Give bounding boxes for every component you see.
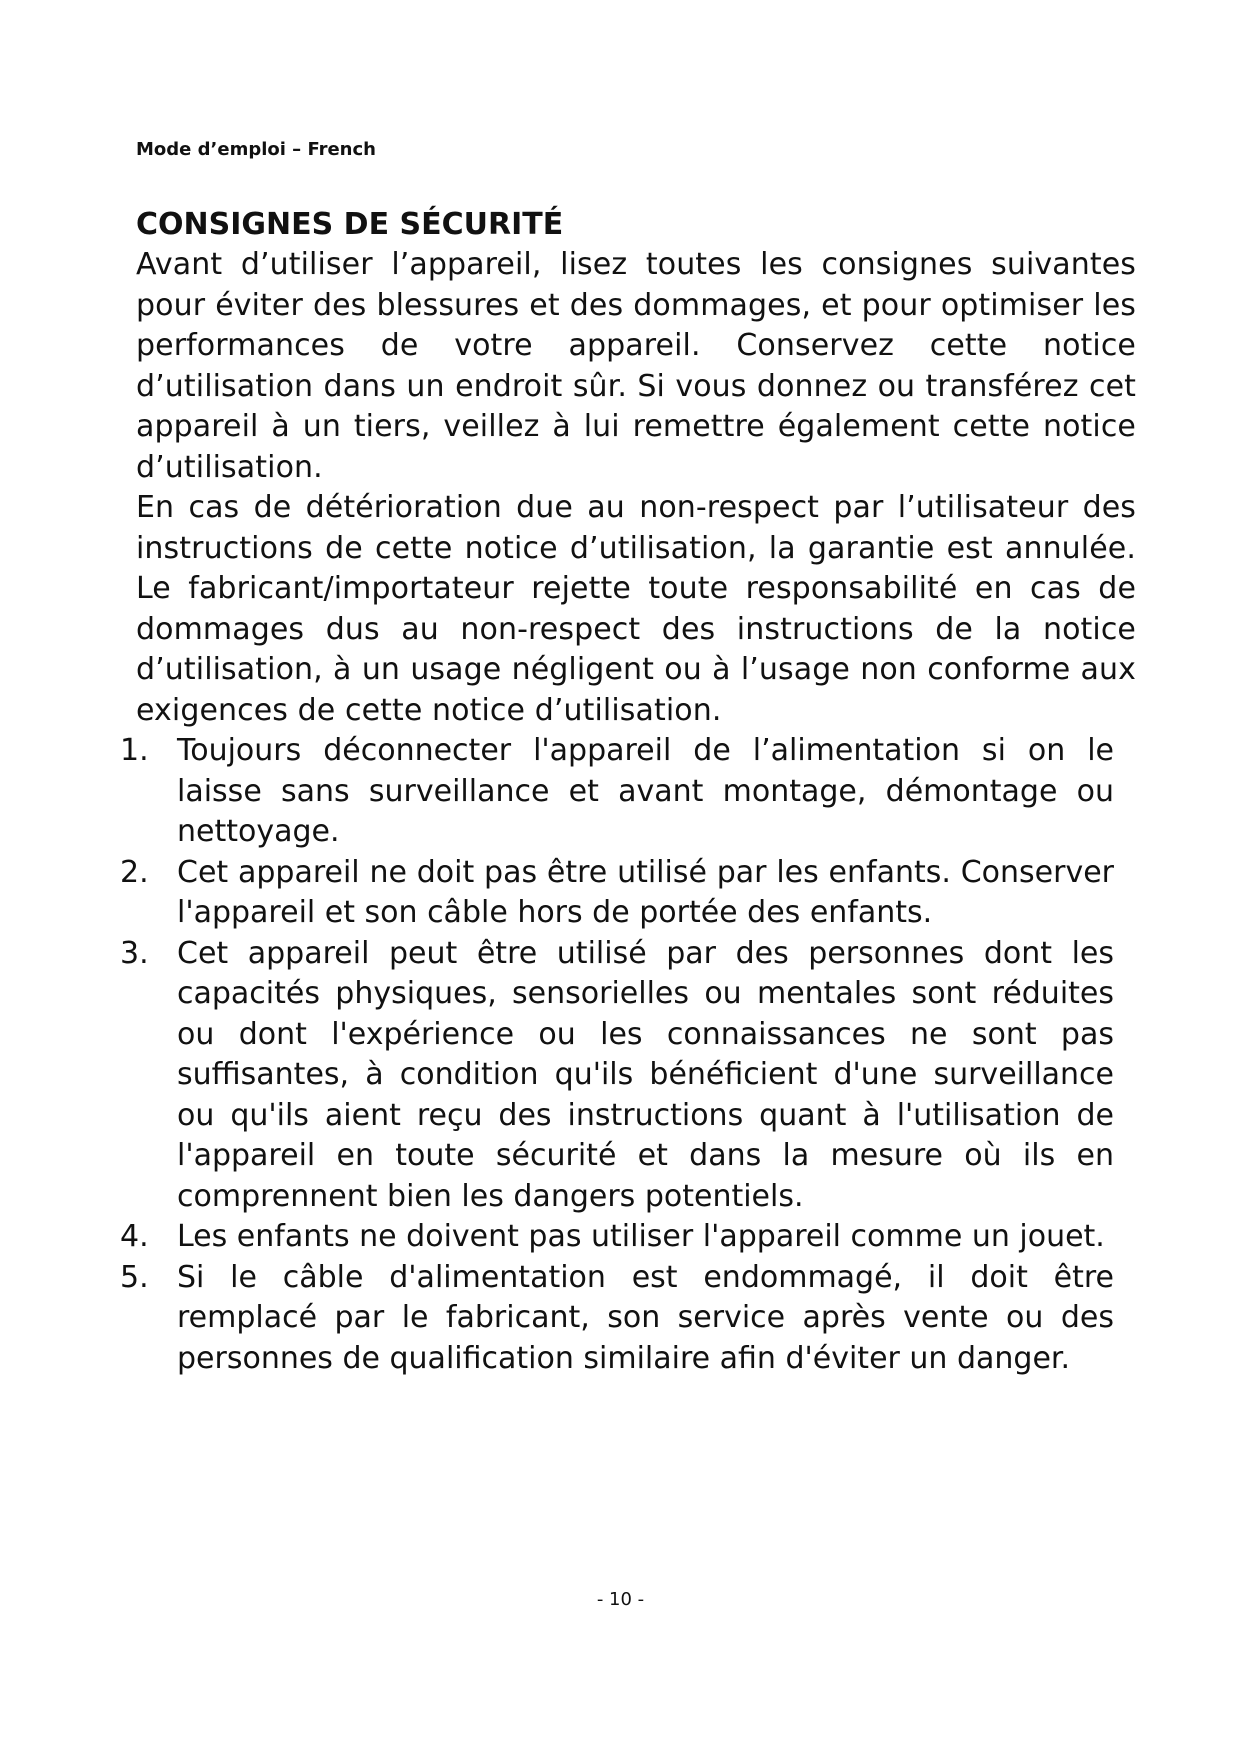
list-item-text: Si le câble d'alimentation est endommagé, il doit être remplacé par le fabricant, son service après vente ou des personnes de qualification similaire afin d'éviter un danger.	[177, 1259, 1114, 1376]
list-item-number: 5.	[120, 1259, 149, 1295]
list-item	[120, 934, 1136, 1218]
list-item-number: 3.	[120, 935, 149, 971]
list-item	[120, 853, 1136, 934]
warranty-paragraph: En cas de détérioration due au non-respect par l’utilisateur des instructions de cette notice d’utilisation, la garantie est annulée. Le fabricant/importateur rejette toute responsabilité en cas de dommages dus au non-respect des instructions de la notice d’utilisation, à un usage négligent ou à l’usage non conforme aux exigences de cette notice d’utilisation.	[136, 490, 1136, 728]
list-item-text: Les enfants ne doivent pas utiliser l'appareil comme un jouet.	[177, 1219, 1105, 1254]
list-item	[120, 731, 1136, 853]
list-item	[120, 1258, 1136, 1380]
list-item-number: 1.	[120, 733, 149, 768]
safety-rules-list	[120, 731, 1136, 1379]
manual-language-label: Mode d’emploi – French	[136, 139, 376, 160]
section-title: CONSIGNES DE SÉCURITÉ	[136, 207, 564, 242]
list-item-text: Toujours déconnecter l'appareil de l’alimentation si on le laisse sans surveillance et avant montage, démontage ou nettoyage.	[177, 733, 1114, 849]
list-item-text: Cet appareil peut être utilisé par des personnes dont les capacités physiques, sensorielles ou mentales sont réduites ou dont l'expérience ou les connaissances ne sont pas suffisantes, à condition qu'ils bénéficient d'une surveillance ou qu'ils aient reçu des instructions quant à l'utilisation de l'appareil en toute sécurité et dans la mesure où ils en comprennent bien les dangers potentiels.	[177, 935, 1114, 1214]
list-item-number: 4.	[120, 1219, 149, 1254]
safety-section	[120, 205, 1136, 1379]
intro-paragraph: Avant d’utiliser l’appareil, lisez toutes les consignes suivantes pour éviter des blessures et des dommages, et pour optimiser les performances de votre appareil. Conservez cette notice d’utilisation dans un endroit sûr. Si vous donnez ou transférez cet appareil à un tiers, veillez à lui remettre également cette notice d’utilisation.	[136, 247, 1136, 485]
list-item	[120, 1217, 1136, 1258]
list-item-text: Cet appareil ne doit pas être utilisé par les enfants. Conserver l'appareil et son câble hors de portée des enfants.	[177, 854, 1114, 930]
list-item-number: 2.	[120, 854, 149, 890]
page-number: - 10 -	[596, 1589, 645, 1610]
